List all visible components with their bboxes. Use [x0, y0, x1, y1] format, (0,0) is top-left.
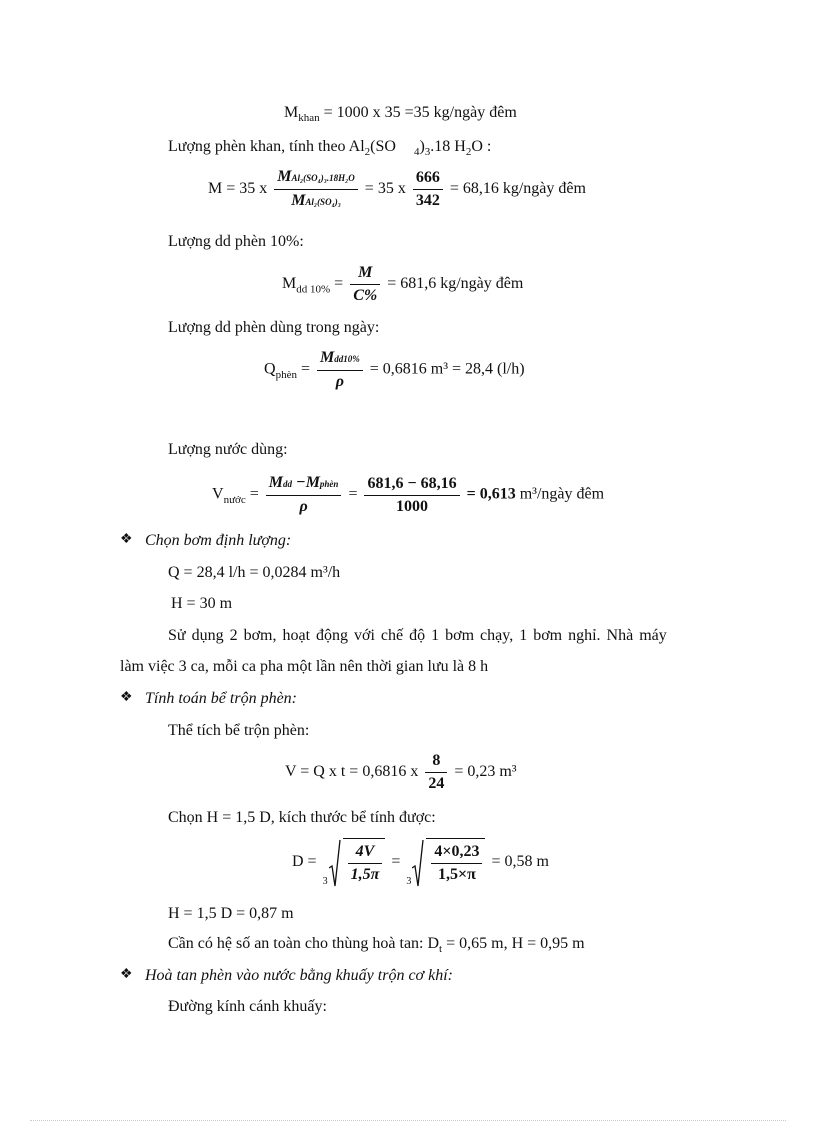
subscript: t	[439, 943, 443, 956]
unit: m³/ngày đêm	[515, 485, 605, 503]
denominator: 342	[415, 192, 440, 209]
text-line: Lượng dd phèn dùng trong ngày:	[168, 319, 380, 336]
symbol: Q	[264, 360, 276, 378]
formula-q-alum	[264, 347, 525, 393]
fraction	[348, 841, 383, 886]
numerator: 681,6 − 68,16	[364, 473, 459, 496]
text: (SO	[370, 138, 396, 155]
denominator: 1,5π	[350, 865, 380, 883]
fraction	[274, 166, 358, 213]
denominator: 24	[428, 775, 445, 792]
fraction	[431, 841, 482, 886]
denominator: ρ	[335, 373, 344, 390]
formula-text: = 0,6816 m³ = 28,4 (l/h)	[369, 360, 525, 378]
fraction	[413, 167, 443, 212]
subscript: phèn	[275, 368, 297, 381]
formula-text: D =	[292, 853, 317, 871]
bullet-icon: ❖	[120, 690, 133, 705]
numerator: −M	[292, 474, 320, 491]
denominator: C%	[353, 287, 378, 304]
text-line: Lượng dd phèn 10%:	[168, 233, 304, 250]
text: O :	[471, 138, 492, 155]
numerator: 666	[413, 167, 443, 190]
formula-water-volume	[212, 472, 604, 518]
denominator: 1000	[396, 497, 429, 515]
radical-sign	[412, 838, 424, 888]
formula-text: = 68,16 kg/ngày đêm	[449, 180, 586, 198]
denominator: M	[291, 192, 306, 209]
text-line: H = 30 m	[171, 595, 233, 612]
fraction	[350, 262, 380, 307]
paragraph-line: Sử dụng 2 bơm, hoạt động với chế độ 1 bơm chạy, 1 bơm nghỉ. Nhà máy	[168, 627, 667, 644]
formula-alum-mass	[208, 166, 586, 213]
section-heading: Chọn bơm định lượng:	[145, 532, 292, 549]
cube-root	[323, 838, 386, 887]
formula-text: =	[391, 853, 401, 871]
subscript: 4	[413, 146, 420, 159]
subscript: Al₂(SO₄)₃.18H₂O	[291, 173, 355, 183]
numerator: 4×0,23	[431, 841, 482, 864]
formula-text: =	[348, 485, 358, 503]
text-line: Thể tích bể trộn phèn:	[168, 722, 310, 739]
subscript: nước	[223, 493, 246, 506]
result-value: = 0,613	[466, 485, 516, 503]
fraction	[364, 473, 459, 518]
text-line: H = 1,5 D = 0,87 m	[168, 905, 294, 922]
fraction	[425, 750, 447, 795]
text-line: Lượng nước dùng:	[168, 441, 288, 458]
subscript: dd 10%	[296, 283, 331, 296]
text-line: Q = 28,4 l/h = 0,0284 m³/h	[168, 564, 341, 581]
formula-text: = 0,58 m	[491, 853, 549, 871]
subscript: phèn	[319, 479, 339, 489]
text: Lượng phèn khan, tính theo Al	[168, 138, 365, 155]
text: = 0,65 m, H = 0,95 m	[442, 935, 585, 952]
fraction	[266, 472, 342, 518]
text: Cần có hệ số an toàn cho thùng hoà tan: D	[168, 935, 440, 952]
formula-m-khan	[284, 103, 517, 123]
symbol: M	[282, 275, 297, 293]
section-heading: Tính toán bể trộn phèn:	[145, 690, 297, 707]
subscript: dd10%	[334, 354, 360, 364]
symbol: V	[212, 485, 224, 503]
formula-text: =	[245, 485, 259, 503]
radical-sign	[329, 838, 341, 888]
formula-text: = 35 x	[364, 180, 406, 198]
numerator: 8	[425, 750, 447, 773]
subscript: 3	[424, 146, 431, 159]
page-border	[30, 1120, 786, 1121]
subscript: dd	[283, 479, 292, 489]
numerator: M	[350, 262, 380, 285]
text-line	[168, 137, 491, 157]
numerator: M	[319, 349, 335, 366]
cube-root	[406, 838, 485, 887]
formula-text: V = Q x t = 0,6816 x	[285, 763, 419, 781]
numerator: 4V	[348, 841, 383, 864]
formula-text: = 1000 x 35 =35 kg/ngày đêm	[319, 104, 517, 121]
formula-tank-volume	[285, 750, 517, 795]
numerator: M	[268, 474, 283, 491]
formula-text: M = 35 x	[208, 180, 268, 198]
denominator: ρ	[299, 498, 308, 515]
formula-text: =	[330, 275, 344, 293]
fraction	[317, 347, 363, 393]
paragraph-line: làm việc 3 ca, mỗi ca pha một lần nên thời gian lưu là 8 h	[120, 658, 489, 675]
subscript: Al₂(SO₄)₃	[305, 197, 341, 207]
bullet-icon: ❖	[120, 532, 133, 547]
text-line: Đường kính cánh khuấy:	[168, 998, 327, 1015]
formula-text: = 681,6 kg/ngày đêm	[387, 275, 524, 293]
formula-text: = 0,23 m³	[454, 763, 517, 781]
text-line: Chọn H = 1,5 D, kích thước bể tính được:	[168, 809, 436, 826]
symbol: M	[284, 104, 299, 121]
bullet-icon: ❖	[120, 967, 133, 982]
subscript: 2	[364, 146, 371, 159]
subscript: khan	[298, 112, 320, 125]
text-line	[168, 934, 585, 954]
formula-solution-mass	[282, 262, 523, 307]
numerator: M	[277, 168, 292, 185]
denominator: 1,5×π	[437, 865, 476, 883]
section-heading: Hoà tan phèn vào nước bằng khuấy trộn cơ khí:	[145, 967, 453, 984]
subscript: 2	[465, 146, 472, 159]
formula-diameter	[292, 838, 549, 887]
root-index: 3	[406, 876, 412, 887]
root-index: 3	[322, 876, 328, 887]
text: )	[419, 138, 425, 155]
formula-text: =	[296, 360, 310, 378]
text: .18 H	[430, 138, 466, 155]
